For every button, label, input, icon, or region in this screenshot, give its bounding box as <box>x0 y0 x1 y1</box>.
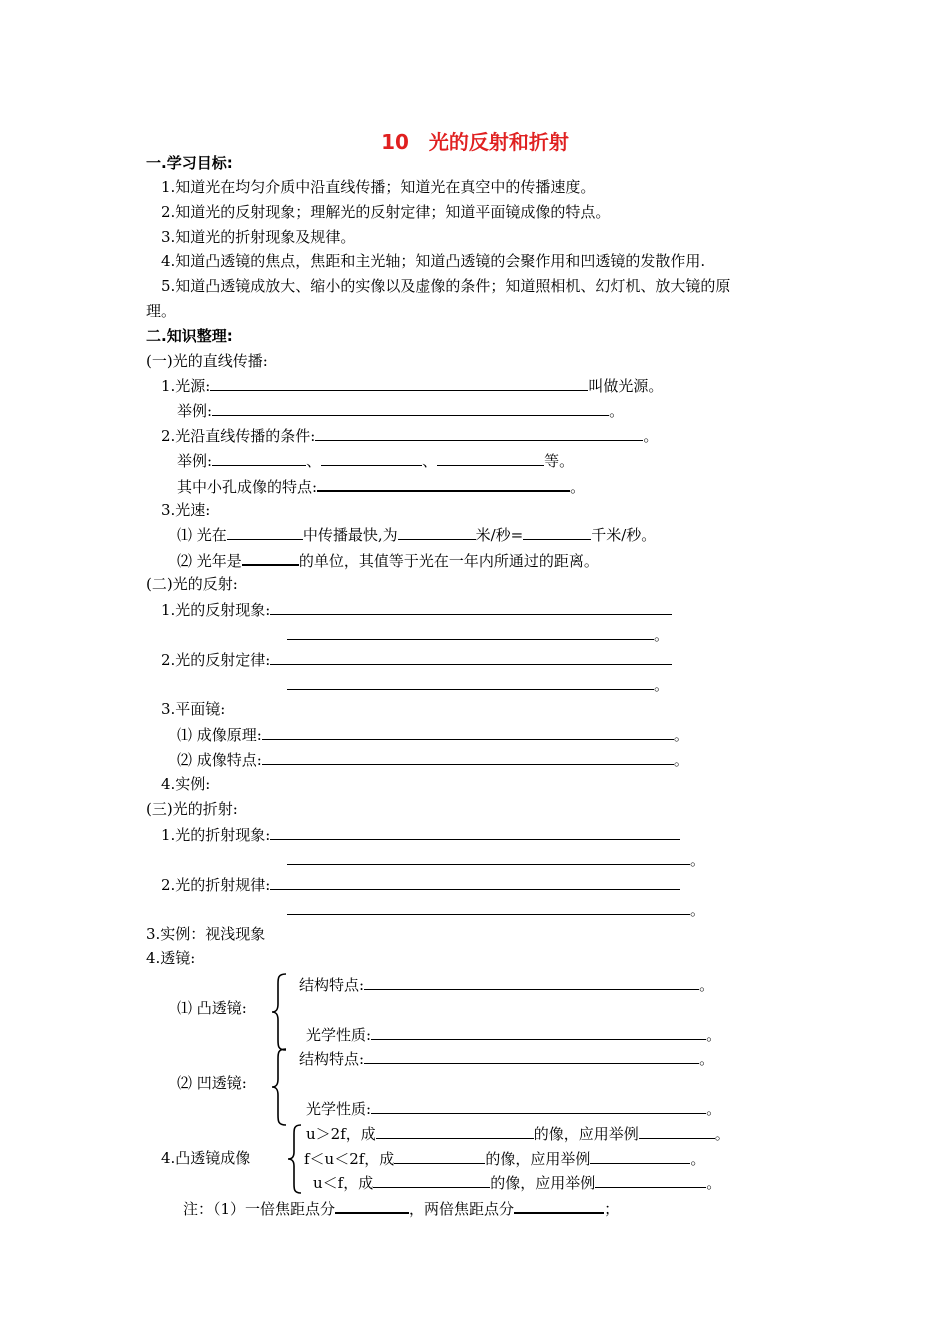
concave-lens-label: 凹透镜: <box>196 1074 247 1092</box>
concave-lens-label-row <box>177 1073 247 1093</box>
item-number: ⑴ <box>177 726 193 744</box>
reflection-law-row-2 <box>287 674 669 695</box>
speed-row-2 <box>177 549 599 571</box>
period: 。 <box>714 1125 730 1143</box>
example-label: 举例: <box>177 452 213 470</box>
reflection-law-label: 2.光的反射定律: <box>161 651 271 669</box>
reflection-phenomenon-row-2 <box>287 624 669 645</box>
section-heading-knowledge: 二.知识整理: <box>146 327 233 345</box>
period: 。 <box>654 676 670 694</box>
period: 。 <box>690 1150 706 1168</box>
item-number: ⑴ <box>177 526 193 544</box>
goal-item: 1.知道光在均匀介质中沿直线传播；知道光在真空中的传播速度。 <box>161 178 596 196</box>
structure-label: 结构特点: <box>299 1050 365 1068</box>
item-number: ⑵ <box>177 552 193 570</box>
speed1-text-d: 千米/秒。 <box>591 526 657 544</box>
convex-structure-row <box>299 974 714 995</box>
example-blank-1[interactable] <box>212 450 306 466</box>
convex-lens-label-row <box>177 998 247 1018</box>
condition-example-row <box>177 450 574 471</box>
refraction-law-blank-1[interactable] <box>270 874 680 890</box>
reflection-phenomenon-blank-1[interactable] <box>270 599 672 615</box>
example-label: 举例: <box>177 402 213 420</box>
speed-mps-blank[interactable] <box>398 524 476 540</box>
refraction-phenomenon-blank-2[interactable] <box>287 849 690 865</box>
light-source-example-row <box>177 400 624 421</box>
concave-optical-blank[interactable] <box>371 1098 706 1114</box>
speed1-text-c: 米/秒= <box>475 526 524 544</box>
reflection-phenomenon-row <box>161 599 672 620</box>
optical-label: 光学性质: <box>306 1100 372 1118</box>
refraction-phenomenon-label: 1.光的折射现象: <box>161 826 271 844</box>
period: 。 <box>690 901 706 919</box>
structure-label: 结构特点: <box>299 976 365 994</box>
concave-structure-row <box>299 1048 714 1069</box>
convex-lens-label: 凸透镜: <box>196 999 247 1017</box>
speed1-text-a: 光在 <box>196 526 227 544</box>
convex-optical-row <box>306 1024 721 1045</box>
optical-label: 光学性质: <box>306 1026 372 1044</box>
refraction-law-row-2 <box>287 899 705 920</box>
mirror-feature-blank[interactable] <box>262 749 674 765</box>
separator: 、 <box>422 452 438 470</box>
refraction-law-blank-2[interactable] <box>287 899 690 915</box>
speed-row-1 <box>177 524 656 545</box>
reflection-law-row <box>161 649 672 670</box>
period: 。 <box>699 1050 715 1068</box>
note-row <box>183 1197 619 1219</box>
speed-kmps-blank[interactable] <box>523 524 591 540</box>
speed-label: 3.光速: <box>161 501 211 519</box>
u-lt-f-example-blank[interactable] <box>595 1172 706 1188</box>
u-gt-2f-example-blank[interactable] <box>639 1123 715 1139</box>
u-lt-f-image-blank[interactable] <box>373 1172 490 1188</box>
refraction-law-label: 2.光的折射规律: <box>161 876 271 894</box>
note-text-a: 注：（1）一倍焦距点分 <box>183 1200 336 1218</box>
convex-structure-blank[interactable] <box>364 974 699 990</box>
part-heading-straight-line: (一)光的直线传播: <box>146 352 268 370</box>
period: 。 <box>706 1026 722 1044</box>
period: 。 <box>643 427 659 445</box>
lens-label: 4.透镜: <box>146 949 196 967</box>
part-heading-refraction: (三)光的折射: <box>146 800 238 818</box>
speed2-text-b: 的单位，其值等于光在一年内所通过的距离。 <box>298 552 599 570</box>
pinhole-row <box>177 475 585 497</box>
note-text-b: ，两倍焦距点分 <box>409 1200 515 1218</box>
mirror-principle-label: 成像原理: <box>196 726 262 744</box>
reflection-phenomenon-blank-2[interactable] <box>287 624 654 640</box>
imaging-condition-text: u＜f，成 <box>313 1174 374 1192</box>
imaging-u-lt-f-row <box>313 1172 721 1193</box>
imaging-u-gt-2f-row <box>306 1123 730 1144</box>
goal-item: 2.知道光的反射现象；理解光的反射定律；知道平面镜成像的特点。 <box>161 203 611 221</box>
imaging-f-lt-u-lt-2f-row <box>304 1148 705 1169</box>
imaging-condition-text: f＜u＜2f，成 <box>304 1150 395 1168</box>
period: 。 <box>699 976 715 994</box>
page-title: 10 光的反射和折射 <box>381 130 569 154</box>
left-brace-icon <box>270 1047 290 1127</box>
period: 。 <box>706 1100 722 1118</box>
refraction-phenomenon-row-2 <box>287 849 705 870</box>
refraction-phenomenon-row <box>161 824 680 845</box>
imaging-condition-text: u＞2f，成 <box>306 1125 376 1143</box>
period: 。 <box>570 478 586 496</box>
pinhole-label: 其中小孔成像的特点: <box>177 478 318 496</box>
reflection-law-blank-2[interactable] <box>287 674 654 690</box>
etc-suffix: 等。 <box>544 452 575 470</box>
example-blank-3[interactable] <box>437 450 544 466</box>
condition-label: 2.光沿直线传播的条件: <box>161 427 316 445</box>
medium-blank[interactable] <box>227 524 303 540</box>
imaging-application-text: 的像，应用举例 <box>490 1174 596 1192</box>
goal-item: 4.知道凸透镜的焦点，焦距和主光轴；知道凸透镜的会聚作用和凹透镜的发散作用. <box>161 252 706 270</box>
period: 。 <box>690 851 706 869</box>
refraction-phenomenon-blank-1[interactable] <box>270 824 680 840</box>
one-focal-blank[interactable] <box>335 1197 409 1214</box>
section-heading-goals: 一.学习目标: <box>146 154 233 172</box>
f-lt-u-lt-2f-example-blank[interactable] <box>590 1148 690 1164</box>
note-end: ； <box>604 1200 620 1218</box>
refraction-example-label: 3.实例：视浅现象 <box>146 925 266 943</box>
light-year-blank[interactable] <box>242 549 299 566</box>
mirror-label: 3.平面镜: <box>161 700 226 718</box>
imaging-application-text: 的像，应用举例 <box>485 1150 591 1168</box>
refraction-law-row <box>161 874 680 895</box>
period: 。 <box>673 751 689 769</box>
goal-item: 3.知道光的折射现象及规律。 <box>161 228 356 246</box>
light-source-label: 1.光源: <box>161 377 211 395</box>
reflection-phenomenon-label: 1.光的反射现象: <box>161 601 271 619</box>
mirror-principle-row <box>177 724 689 745</box>
example-blank-2[interactable] <box>321 450 422 466</box>
imaging-application-text: 的像，应用举例 <box>533 1125 639 1143</box>
period: 。 <box>654 626 670 644</box>
item-number: ⑵ <box>177 751 193 769</box>
pinhole-blank[interactable] <box>317 475 570 492</box>
light-source-example-blank[interactable] <box>212 400 609 416</box>
item-number: ⑵ <box>177 1074 193 1092</box>
speed1-text-b: 中传播最快,为 <box>302 526 398 544</box>
left-brace-icon <box>270 972 290 1052</box>
u-gt-2f-image-blank[interactable] <box>376 1123 534 1139</box>
part-heading-reflection: (二)光的反射: <box>146 575 238 593</box>
item-number: ⑴ <box>177 999 193 1017</box>
left-brace-icon <box>286 1123 304 1195</box>
light-source-suffix: 叫做光源。 <box>588 377 664 395</box>
goal-item-continued: 理。 <box>146 302 177 320</box>
condition-blank[interactable] <box>315 425 643 441</box>
reflection-example-label: 4.实例: <box>161 775 211 793</box>
light-source-row <box>161 375 663 396</box>
goal-item: 5.知道凸透镜成放大、缩小的实像以及虚像的条件；知道照相机、幻灯机、放大镜的原 <box>161 277 731 295</box>
condition-row <box>161 425 658 446</box>
concave-optical-row <box>306 1098 721 1119</box>
lens-imaging-label: 4.凸透镜成像 <box>161 1149 251 1167</box>
period: 。 <box>706 1174 722 1192</box>
period: 。 <box>673 726 689 744</box>
period: 。 <box>609 402 625 420</box>
mirror-feature-label: 成像特点: <box>196 751 262 769</box>
concave-structure-blank[interactable] <box>364 1048 699 1064</box>
separator: 、 <box>306 452 322 470</box>
reflection-law-blank-1[interactable] <box>270 649 672 665</box>
mirror-principle-blank[interactable] <box>262 724 674 740</box>
speed2-text-a: 光年是 <box>196 552 242 570</box>
two-focal-blank[interactable] <box>514 1197 604 1214</box>
f-lt-u-lt-2f-image-blank[interactable] <box>394 1148 485 1164</box>
light-source-blank[interactable] <box>210 375 588 391</box>
mirror-feature-row <box>177 749 689 770</box>
convex-optical-blank[interactable] <box>371 1024 706 1040</box>
